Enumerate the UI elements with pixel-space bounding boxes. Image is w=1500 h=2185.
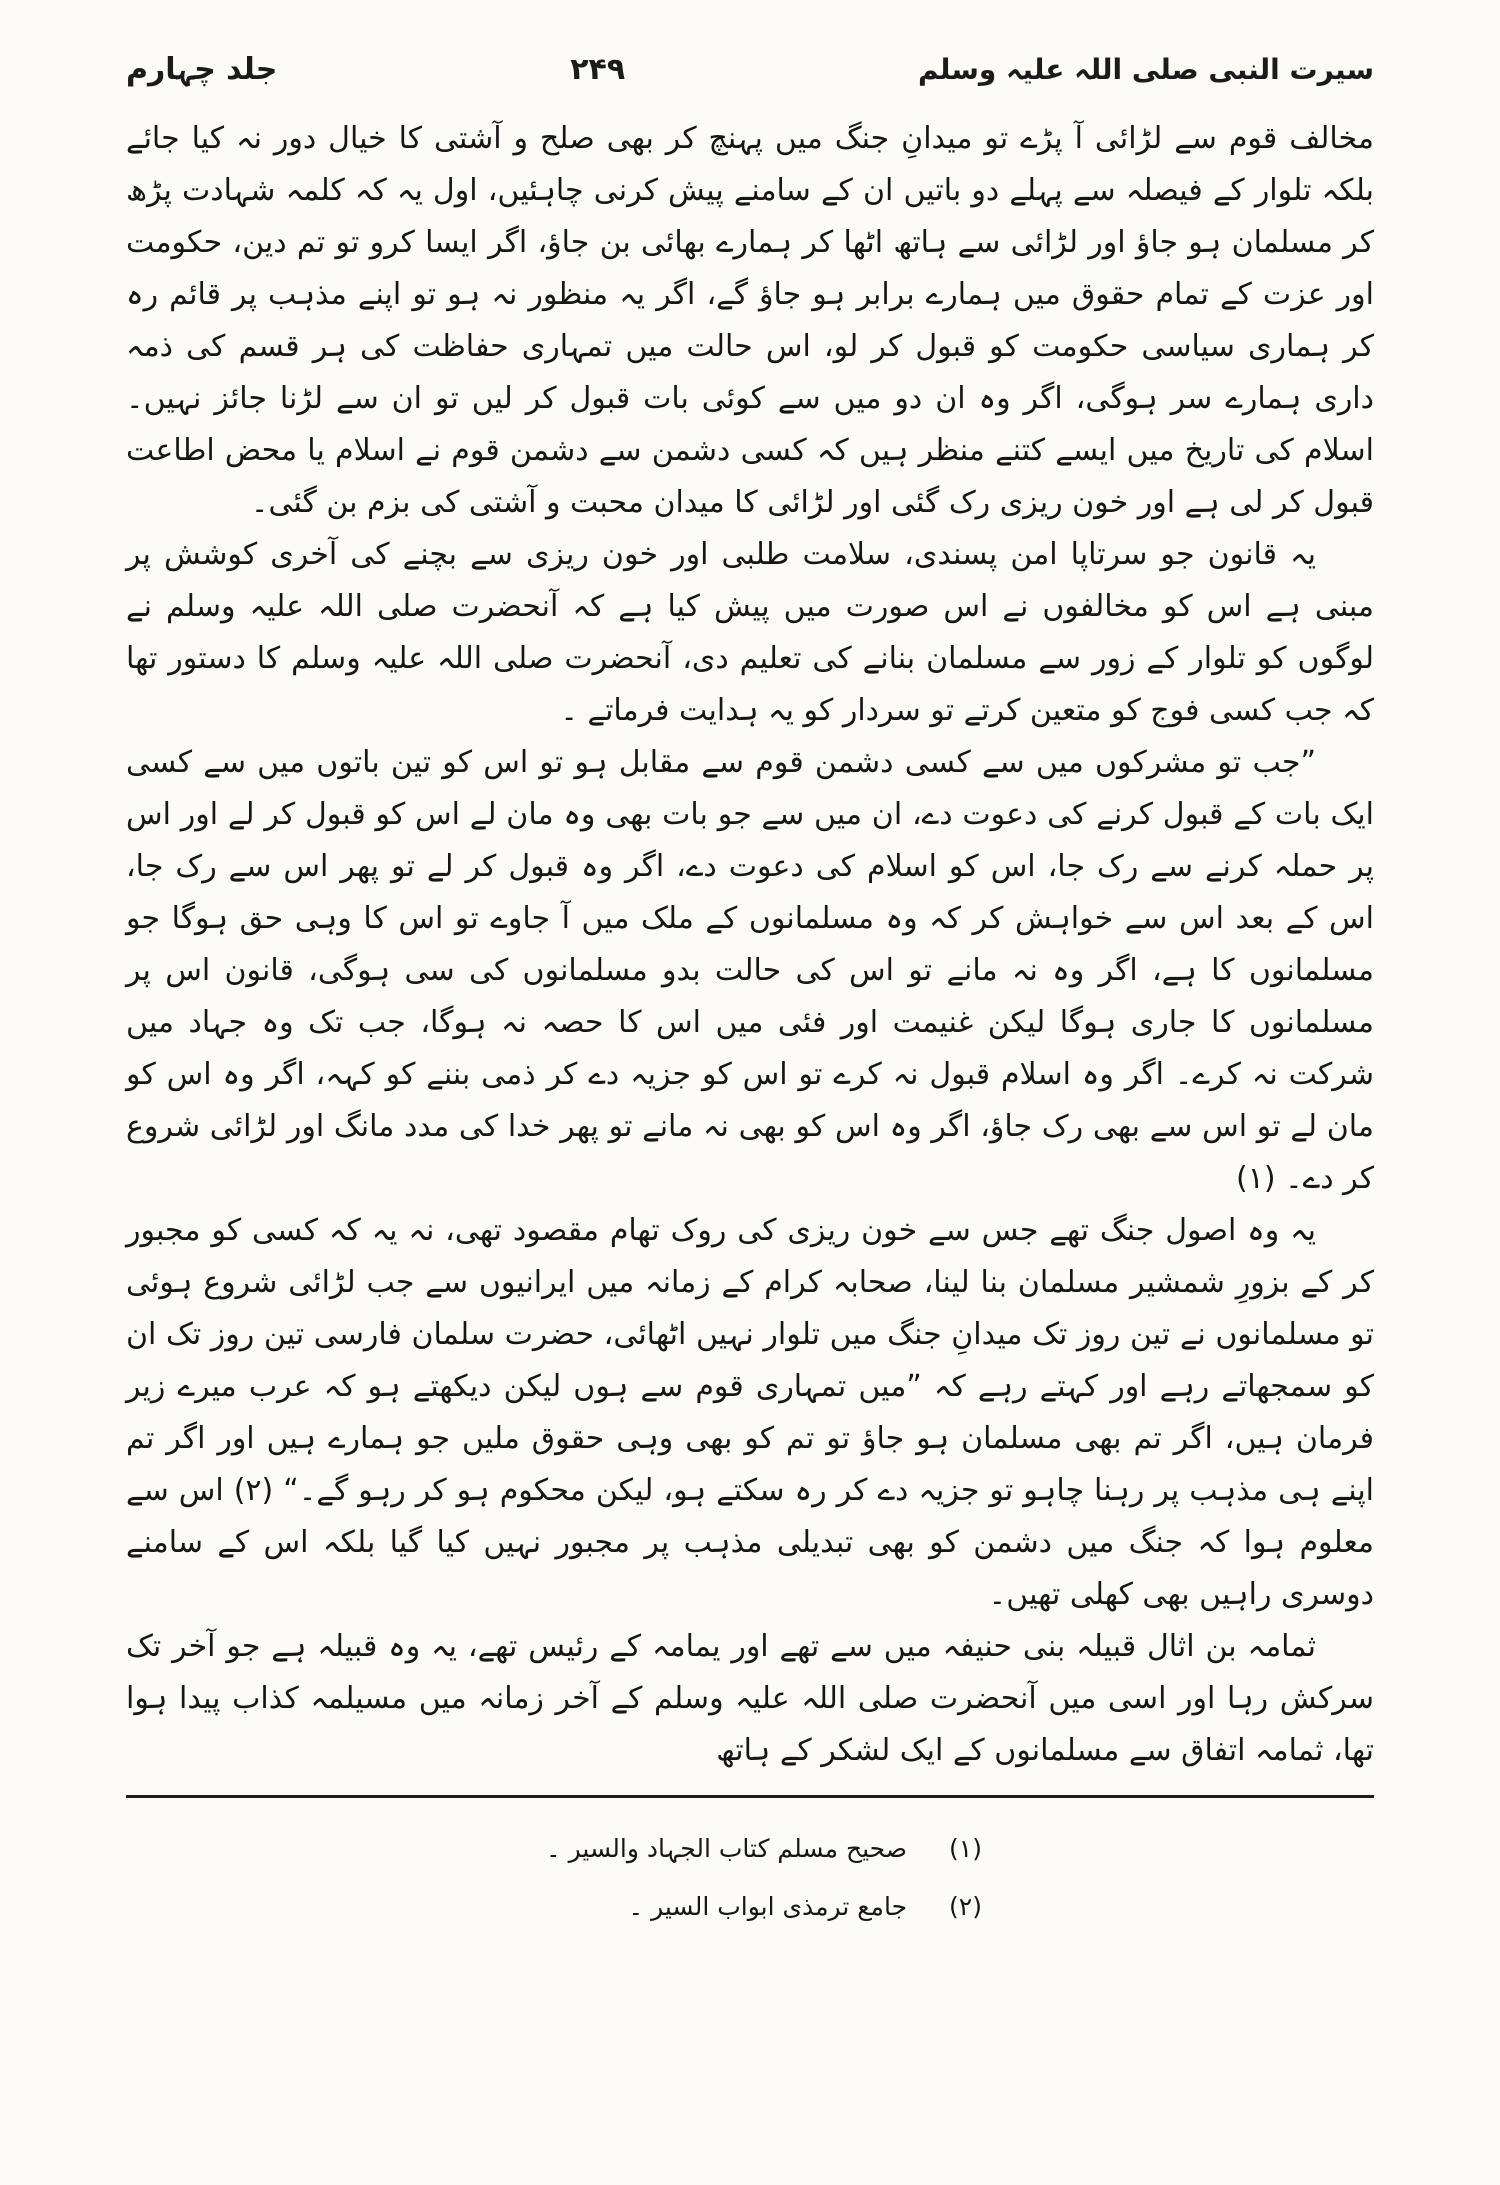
footnote-marker: (۲) <box>949 1892 982 1921</box>
paragraph: مخالف قوم سے لڑائی آ پڑے تو میدانِ جنگ میں پہنچ کر بھی صلح و آشتی کا خیال دور نہ کیا جائے بلکہ تلوار کے فیصلہ سے پہلے دو باتیں ان کے سامنے پیش کرنی چاہئیں، اول یہ کہ کلمہ شہادت پڑھ کر مسلمان ہو جاؤ اور لڑائی سے ہاتھ اٹھا کر ہمارے بھائی بن جاؤ، اگر ایسا کرو تو تم دین، حکومت اور عزت کے تمام حقوق میں ہمارے برابر ہو جاؤ گے، اگر یہ منظور نہ ہو تو اپنے مذہب پر قائم رہ کر ہماری سیاسی حکومت کو قبول کر لو، اس حالت میں تمہاری حفاظت کی ہر قسم کی ذمہ داری ہمارے سر ہوگی، اگر وہ ان دو میں سے کوئی بات قبول کر لیں تو ان سے لڑنا جائز نہیں۔ اسلام کی تاریخ میں ایسے کتنے منظر ہیں کہ کسی دشمن سے دشمن قوم نے اسلام یا محض اطاعت قبول کر لی ہے اور خون ریزی رک گئی اور لڑائی کا میدان محبت و آشتی کی بزم بن گئی۔ <box>126 121 1374 520</box>
paragraph: یہ وہ اصول جنگ تھے جس سے خون ریزی کی روک تھام مقصود تھی، نہ یہ کہ کسی کو مجبور کر کے بزورِ شمشیر مسلمان بنا لینا، صحابہ کرام کے زمانہ میں ایرانیوں سے جب لڑائی شروع ہوئی تو مسلمانوں نے تین روز تک میدانِ جنگ میں تلوار نہیں اٹھائی، حضرت سلمان فارسی تین روز تک ان کو سمجھاتے رہے اور کہتے رہے کہ ”میں تمہاری قوم سے ہوں لیکن دیکھتے ہو کہ عرب میرے زیر فرمان ہیں، اگر تم بھی مسلمان ہو جاؤ تو تم کو بھی وہی حقوق ملیں جو ہمارے ہیں اور اگر تم اپنے ہی مذہب پر رہنا چاہو تو جزیہ دے کر رہ سکتے ہو، لیکن محکوم ہو کر رہو گے۔“ (۲) اس سے معلوم ہوا کہ جنگ میں دشمن کو بھی تبدیلی مذہب پر مجبور نہیں کیا گیا بلکہ اس کے سامنے دوسری راہیں بھی کھلی تھیں۔ <box>126 1213 1375 1612</box>
footnote-text: جامع ترمذی ابواب السیر ۔ <box>628 1892 908 1921</box>
footnote-marker: (۱) <box>949 1834 982 1863</box>
volume-title: جلد چہارم <box>126 52 278 87</box>
paragraph: یہ قانون جو سرتاپا امن پسندی، سلامت طلبی اور خون ریزی سے بچنے کی آخری کوشش پر مبنی ہے اس کو مخالفوں نے اس صورت میں پیش کیا ہے کہ آنحضرت صلی اللہ علیہ وسلم نے لوگوں کو تلوار کے زور سے مسلمان بنانے کی تعلیم دی، آنحضرت صلی اللہ علیہ وسلم کا دستور تھا کہ جب کسی فوج کو متعین کرتے تو سردار کو یہ ہدایت فرماتے ۔ <box>126 537 1374 728</box>
book-title: سیرت النبی صلی اللہ علیہ وسلم <box>917 53 1374 86</box>
paragraph: ”جب تو مشرکوں میں سے کسی دشمن قوم سے مقابل ہو تو اس کو تین باتوں میں سے کسی ایک بات کے قبول کرنے کی دعوت دے، ان میں سے جو بات بھی وہ مان لے اس کو قبول کر لے اور اس پر حملہ کرنے سے رک جا، اس کو اسلام کی دعوت دے، اگر وہ قبول کر لے تو پھر اس سے رک جا، اس کے بعد اس سے خواہش کر کہ وہ مسلمانوں کے ملک میں آ جاوے تو اس کا وہی حق ہوگا جو مسلمانوں کا ہے، اگر وہ نہ مانے تو اس کی حالت بدو مسلمانوں کی سی ہوگی، قانون اس پر مسلمانوں کا جاری ہوگا لیکن غنیمت اور فئی میں اس کا حصہ نہ ہوگا، جب تک وہ جہاد میں شرکت نہ کرے۔ اگر وہ اسلام قبول نہ کرے تو اس کو جزیہ دے کر ذمی بننے کو کہہ، اگر وہ اس کو مان لے تو اس سے بھی رک جاؤ، اگر وہ اس کو بھی نہ مانے تو پھر خدا کی مدد مانگ اور لڑائی شروع کر دے۔ (۱) <box>126 745 1374 1196</box>
body-text <box>126 113 1374 1777</box>
footnote-item <box>126 1820 1374 1878</box>
paragraph: ثمامہ بن اثال قبیلہ بنی حنیفہ میں سے تھے اور یمامہ کے رئیس تھے، یہ وہ قبیلہ ہے جو آخر تک سرکش رہا اور اسی میں آنحضرت صلی اللہ علیہ وسلم کے آخر زمانہ میں مسیلمہ کذاب پیدا ہوا تھا، ثمامہ اتفاق سے مسلمانوں کے ایک لشکر کے ہاتھ <box>126 1629 1374 1768</box>
page-header <box>126 52 1374 87</box>
footnotes <box>126 1798 1374 1936</box>
footnote-item <box>126 1878 1374 1936</box>
footnote-text: صحیح مسلم کتاب الجہاد والسیر ۔ <box>546 1834 908 1863</box>
page-number: ۲۴۹ <box>570 52 626 87</box>
